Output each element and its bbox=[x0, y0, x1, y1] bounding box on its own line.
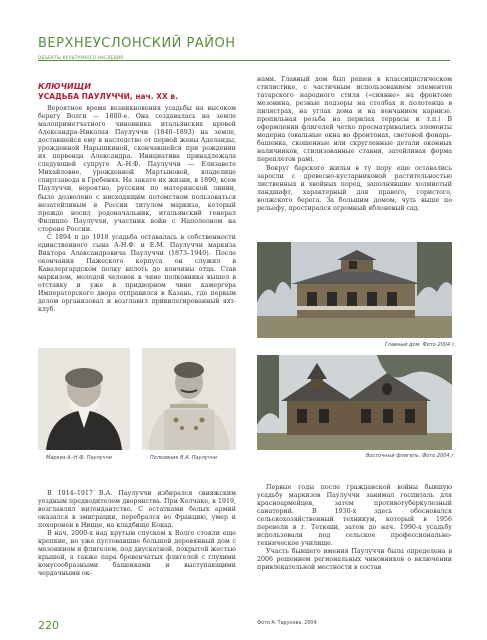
paragraph: Первые годы после гражданской войны бывшую усадьбу маркизов Паулуччи занимал госпиталь для красноармейцев, затем противотуберкулезный санаторий. В 1930-х здесь обосновался сельскохозяйственный техникум, который в 1956 перевели в г. Тетюши, затем до нач. 1990-х усадьбу использовали под сельское профессионально-техническое училище. bbox=[257, 484, 452, 548]
photo-credit: Фото А. Тарунова, 2004 bbox=[257, 621, 317, 626]
article-column-right-top bbox=[257, 76, 452, 213]
photo-east-wing bbox=[257, 355, 452, 450]
article-heading: УСАДЬБА ПАУЛУЧЧИ, нач. XX в. bbox=[38, 92, 178, 101]
paragraph: В нач. 2000-х над крутым спуском к Волге стояли еще крепкие, но уже пустовавшие большой деревянный дом с мезонином и флигелем, под двускатной, покрытой жестью крышей, а также пара бревенчатых флигелей с глухими конусообразными башенками и выступающими чердачными ок- bbox=[38, 530, 236, 578]
section-label: КЛЮЧИЩИ bbox=[38, 82, 92, 91]
photo-caption-east-wing: Восточный флигель. Фото 2004 г. bbox=[366, 453, 456, 459]
paragraph: В 1914–1917 В.А. Паулуччи избирался свияжским уездным предводителем дворянства. При Колчаке, в 1919, возглавлял интендантство. С остатками белых армий оказался в эмиграции, перебрался во Францию, умер и похоронен в Ницце, на кладбище Кокад. bbox=[38, 490, 236, 530]
portrait-photo-marquis bbox=[38, 348, 130, 450]
portrait-caption-colonel: Полковник В.А. Паулуччи bbox=[150, 455, 217, 461]
page-number: 220 bbox=[38, 619, 59, 632]
article-column-left-top bbox=[38, 82, 236, 314]
paragraph: Вокруг барского жилья в ту пору еще оставались заросли с древесно-кустарниковой растительностью лиственных и хвойных пород, заполнявшие холмистый ландшафт, характерный для правого, гористого, волжского берега. За большим домом, чуть выше по рельефу, простирался огромный яблоневый сад. bbox=[257, 164, 452, 212]
portrait-photo-colonel bbox=[142, 348, 236, 450]
article-column-right-bottom bbox=[257, 484, 452, 573]
portrait-caption-marquis: Маркиз А.-Н.Ф. Паулуччи bbox=[46, 455, 112, 461]
running-header-subtitle: ОБЪЕКТЫ КУЛЬТУРНОГО НАСЛЕДИЯ bbox=[38, 55, 124, 60]
running-header-title: ВЕРХНЕУСЛОНСКИЙ РАЙОН bbox=[38, 36, 236, 51]
paragraph: Участь бывшего имения Паулуччи была определена в 2006 решением региональных чиновников о включении привлекательной местности в состав bbox=[257, 548, 452, 572]
photo-caption-main-house: Главный дом. Фото 2004 г. bbox=[385, 342, 456, 348]
photo-main-house bbox=[257, 242, 452, 338]
paragraph: нами. Главный дом был решен в классицистическом стилистике, с частичным использованием элементов татарского народного стиля («сиянне» на фронтоне мезонина, резные подзоры на столбах и полотенца в пилястрах, на углах дома и на венчанием карнизе, пропильная резьба на перилах террасы и т.п.) В оформлении флигелей четко просматривались элементы модерна (овальные окна во фронтонах, световой фонарь-башенка, скошенные или скругленные детали оконных наличников, стилизованные ставни, затейливая форма переплетов рам). bbox=[257, 76, 452, 164]
paragraph: Вероятное время возникновения усадьбы на высоком берегу Волги — 1880-е. Она создавалась на земле малоприметчатного чиновника итальянских кровей Александра-Николая Паулуччи (1840–1893) на земле, доставшейся ему в наследство от первой жены Аделаиды, урожденной Нарышкиной, скончавшейся при рождении их первенца Александра. Инициатива принадлежала следующей супруге А.-Н.Ф. Паулуччи — Елизавете Михайловне, урожденной Мартыновой, владелице спиртзавода в Гребенях. На закате их жизни, в 1890, всем Паулуччи, вероятно, русским по материнской линии, было дозволено с нисходящим потомством пользоваться незатейливым в России титулом маркиза, который прежде носил родоначальник, итальянский генерал Филиппо Паулуччи, участник войн с Наполеоном на стороне России. bbox=[38, 105, 236, 233]
paragraph: С 1894 п до 1918 усадьба оставалась в собственности единственного сына А-Н.Ф. и Е.М. Паулуччи маркиза Виктора Александровича Паулуччи (1873–1940). После окончания Пажеского корпуса он служил в Кавалергардском полку вплоть до кончины отца. Став маркизом, молодой человек в чине полковника вышел в отставку и уже в придворном чине камергера Императорского двора отправился в Казань, где первым делом организовал и возглавил привилегированный яхт-клуб. bbox=[38, 233, 236, 314]
header-divider bbox=[38, 60, 450, 61]
article-column-left-bottom bbox=[38, 490, 236, 579]
